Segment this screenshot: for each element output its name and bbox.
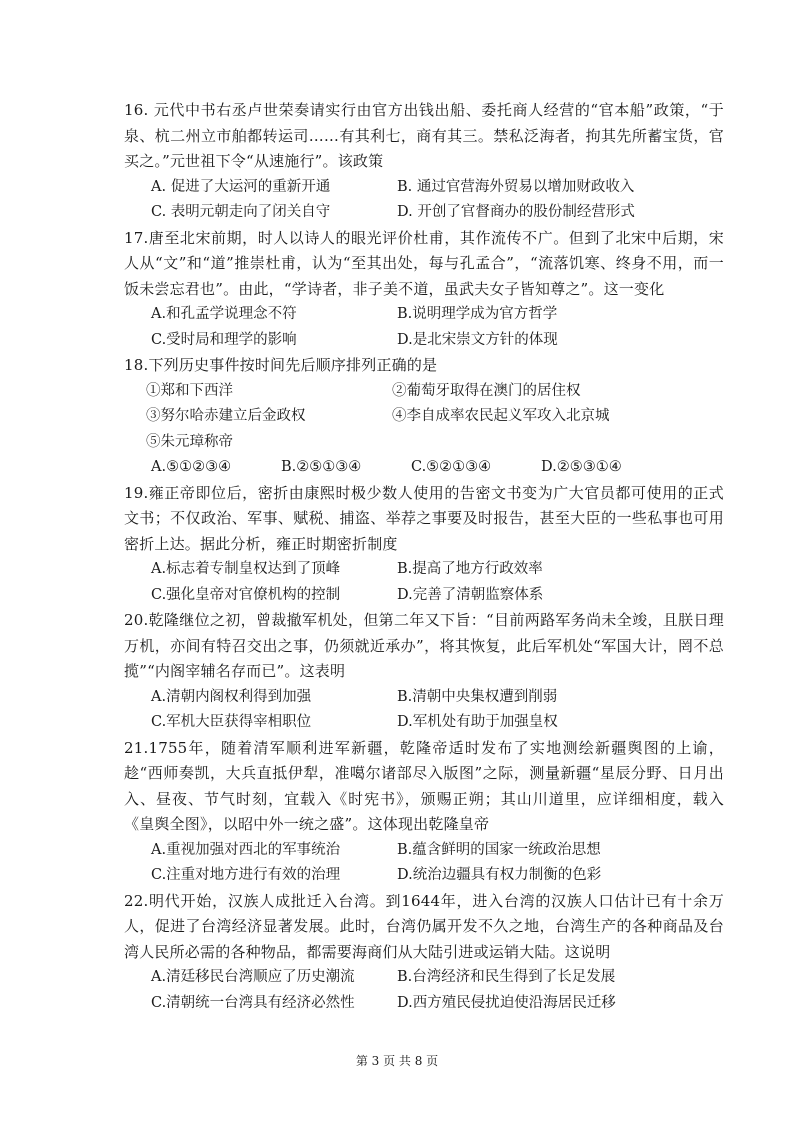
question-21: [124, 736, 724, 889]
answer-options: [151, 685, 724, 736]
answer-options: [151, 302, 724, 353]
option-d: D.②⑤③①④: [541, 459, 622, 475]
option-b: B.②⑤①③④: [281, 459, 362, 475]
option-b: B.提高了地方行政效率: [397, 561, 543, 577]
question-stem: 21.1755年，随着清军顺利进军新疆，乾隆帝适时发布了实地测绘新疆舆图的上谕，趁“西师奏凯，大兵直抵伊犁，准噶尔诸部尽入版图”之际，测量新疆“星辰分野、日月出入、昼夜、节气时刻，宜载入《时宪书》，颁赐正朔；其山川道里，应详细相度，载入《皇舆全图》，以昭中外一统之盛”。这体现出乾隆皇帝: [124, 738, 724, 833]
option-a: A.和孔孟学说理念不符: [151, 306, 297, 322]
option-d: D. 开创了官督商办的股份制经营形式: [397, 204, 635, 220]
option-d: D.西方殖民侵扰迫使沿海居民迁移: [397, 994, 616, 1011]
event-item: ③努尔哈赤建立后金政权: [146, 408, 306, 424]
question-16: [124, 98, 724, 226]
question-stem: 20.乾隆继位之初，曾裁撤军机处，但第二年又下旨：“目前两路军务尚未全竣，且朕日理万机，亦间有特召交出之事，仍须就近承办”，将其恢复，此后军机处“军国大计，罔不总揽”“内阁宰辅名存而已”。这表明: [124, 611, 724, 680]
event-item: ④李自成率农民起义军攻入北京城: [392, 408, 610, 424]
answer-options: [151, 965, 724, 1016]
event-item: ⑤朱元璋称帝: [146, 433, 233, 450]
page-number: 第 3 页 共 8 页: [355, 1054, 439, 1068]
question-list: [124, 98, 724, 1016]
option-b: B.台湾经济和民生得到了长足发展: [397, 969, 616, 985]
option-d: D.军机处有助于加强皇权: [397, 714, 558, 730]
option-a: A.标志着专制皇权达到了顶峰: [151, 561, 341, 577]
option-a: A.清朝内阁权利得到加强: [151, 688, 312, 705]
event-list: [146, 379, 724, 456]
question-stem: 16. 元代中书右丞卢世荣奏请实行由官方出钱出船、委托商人经营的“官本船”政策，“于泉、杭二州立市舶都转运司……有其利七，商有其三。禁私泛海者，拘其先所蓄宝货，官买之。”元世祖下令“从速施行”。该政策: [124, 101, 724, 170]
event-item: ②葡萄牙取得在澳门的居住权: [392, 382, 581, 399]
question-stem: 19.雍正帝即位后，密折由康熙时极少数人使用的告密文书变为广大官员都可使用的正式文书；不仅政治、军事、赋税、捕盗、举荐之事要及时报告，甚至大臣的一些私事也可用密折上达。据此分析，雍正时期密折制度: [124, 483, 724, 553]
option-c: C.⑤②①③④: [411, 459, 492, 475]
option-c: C.清朝统一台湾具有经济必然性: [151, 994, 355, 1011]
question-17: [124, 226, 724, 354]
option-a: A. 促进了大运河的重新开通: [151, 178, 331, 195]
answer-options: [151, 455, 724, 481]
option-d: D.统治边疆具有权力制衡的色彩: [397, 867, 602, 883]
option-b: B.蕴含鲜明的国家一统政治思想: [397, 841, 601, 858]
question-stem: 18.下列历史事件按时间先后顺序排列正确的是: [124, 356, 438, 374]
option-c: C.军机大臣获得宰相职位: [151, 714, 312, 730]
answer-options: [151, 175, 724, 226]
answer-options: [151, 557, 724, 608]
question-18: [124, 353, 724, 481]
option-d: D.是北宋崇文方针的体现: [397, 331, 558, 348]
option-c: C. 表明元朝走向了闭关自守: [151, 204, 331, 220]
option-d: D.完善了清朝监察体系: [397, 586, 544, 603]
option-a: A.清廷移民台湾顺应了历史潮流: [151, 969, 355, 985]
option-a: A.⑤①②③④: [151, 459, 232, 475]
option-c: C.受时局和理学的影响: [151, 331, 297, 348]
option-c: C.强化皇帝对官僚机构的控制: [151, 586, 341, 603]
question-stem: 22.明代开始，汉族人成批迁入台湾。到1644年，进入台湾的汉族人口估计已有十余万人，促进了台湾经济显著发展。此时，台湾仍属开发不久之地，台湾生产的各种商品及台湾人民所必需的各种物品，都需要海商们从大陆引进或运销大陆。这说明: [124, 891, 724, 961]
question-stem: 17.唐至北宋前期，时人以诗人的眼光评价杜甫，其作流传不广。但到了北宋中后期，宋人从“文”和“道”推崇杜甫，认为“至其出处，每与孔孟合”，“流落饥寒、终身不用，而一饭未尝忘君也”。由此，“学诗者，非子美不道，虽武夫女子皆知尊之”。这一变化: [124, 228, 724, 298]
option-b: B.清朝中央集权遭到削弱: [397, 688, 558, 705]
option-b: B. 通过官营海外贸易以增加财政收入: [397, 178, 635, 195]
option-c: C.注重对地方进行有效的治理: [151, 867, 341, 883]
question-20: [124, 608, 724, 736]
option-b: B.说明理学成为官方哲学: [397, 306, 558, 322]
question-22: [124, 889, 724, 1017]
answer-options: [151, 838, 724, 889]
event-item: ①郑和下西洋: [146, 382, 233, 399]
question-19: [124, 481, 724, 609]
option-a: A.重视加强对西北的军事统治: [151, 841, 341, 858]
